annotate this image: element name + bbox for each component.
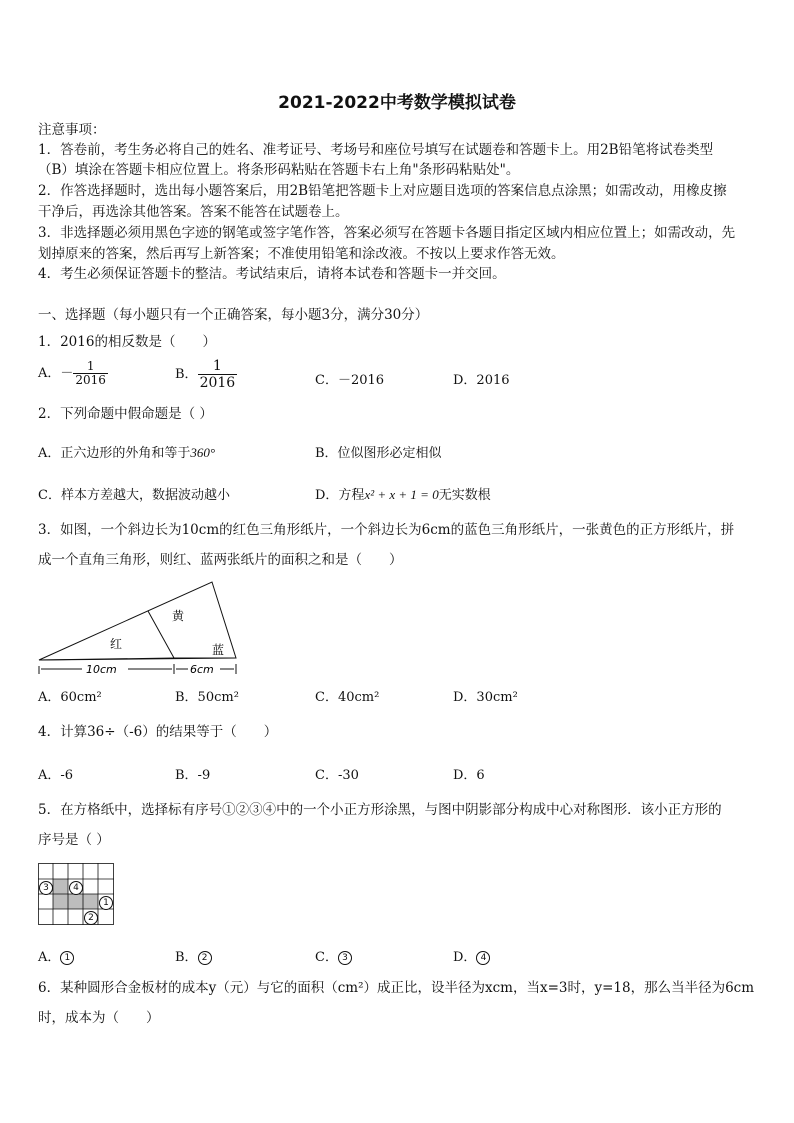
- q4-option-a: A．-6: [38, 768, 74, 783]
- q3-outer-triangle: [39, 582, 236, 660]
- notice-line-6: 划掉原来的答案，然后再写上新答案；不准使用铅笔和涂改液。不按以上要求作答无效。: [38, 246, 565, 262]
- q5-option-d: [453, 946, 490, 965]
- q3-stem-line-2: 成一个直角三角形，则红、蓝两张纸片的面积之和是（ ）: [38, 552, 403, 568]
- q1-option-b-numerator: 1: [212, 358, 222, 374]
- q2-option-b: B．位似图形必定相似: [315, 446, 442, 461]
- q1-option-a-label: A．: [38, 366, 61, 381]
- q5-marker-2: 2: [84, 911, 98, 925]
- q5-shade-cell-1: [53, 879, 68, 894]
- page-title: 2021-2022中考数学模拟试卷: [278, 93, 516, 113]
- q3-option-c: C．40cm²: [315, 690, 380, 705]
- q4-option-b: B．-9: [175, 768, 211, 783]
- q1-option-a-sign: －: [60, 366, 74, 381]
- q2-option-a: [38, 442, 215, 461]
- q3-stem-line-1: 3．如图，一个斜边长为10cm的红色三角形纸片，一个斜边长为6cm的蓝色三角形纸片，一张黄色的正方形纸片，拼: [38, 522, 735, 538]
- q6-stem-line-1: 6．某种圆形合金板材的成本y（元）与它的面积（cm²）成正比，设半径为xcm，当x=3时，y=18，那么当半径为6cm: [38, 980, 755, 996]
- q5-option-c-value: 3: [338, 951, 352, 965]
- q2-option-c: C．样本方差越大，数据波动越小: [38, 488, 230, 503]
- q1-option-a-denominator: 2016: [75, 373, 106, 387]
- q5-shade-cell-3: [83, 894, 98, 909]
- q3-length-10cm: 10cm: [86, 663, 117, 676]
- q1-option-d: D．2016: [453, 373, 510, 388]
- q2-stem: 2．下列命题中假命题是（ ）: [38, 406, 213, 422]
- q5-stem-line-2: 序号是（ ）: [38, 832, 110, 848]
- q5-option-a-value: 1: [60, 951, 74, 965]
- q5-marker-1: 1: [99, 896, 113, 910]
- notice-line-1: 1．答卷前，考生务必将自己的姓名、准考证号、考场号和座位号填写在试题卷和答题卡上。用2B铅笔将试卷类型: [38, 142, 714, 158]
- q5-grid-figure: [38, 863, 114, 925]
- q5-option-d-label: D．: [453, 950, 477, 965]
- q1-stem: 1．2016的相反数是（ ）: [38, 334, 216, 350]
- q5-option-a: [38, 946, 74, 965]
- q1-option-c: C．－2016: [315, 373, 385, 388]
- q1-option-b-label: B．: [175, 367, 198, 382]
- notice-line-4: 干净后，再选涂其他答案。答案不能答在试题卷上。: [38, 204, 349, 220]
- q5-option-b-value: 2: [198, 951, 212, 965]
- q5-stem-line-1: 5．在方格纸中，选择标有序号①②③④中的一个小正方形涂黑，与图中阴影部分构成中心对称图形．该小正方形的: [38, 802, 722, 818]
- q2-option-a-math: 360°: [190, 445, 216, 460]
- notice-line-7: 4．考生必须保证答题卡的整洁。考试结束后，请将本试卷和答题卡一并交回。: [38, 266, 506, 282]
- q6-stem-line-2: 时，成本为（ ）: [38, 1010, 160, 1026]
- q2-option-d: [315, 484, 491, 503]
- q2-option-a-text: A．正六边形的外角和等于: [38, 446, 191, 461]
- q1-option-a-numerator: 1: [86, 359, 95, 373]
- q1-option-b: [175, 358, 237, 391]
- q5-option-d-value: 4: [476, 951, 490, 965]
- q5-option-b-label: B．: [175, 950, 198, 965]
- q3-option-d: D．30cm²: [453, 690, 518, 705]
- q3-option-a: A．60cm²: [38, 690, 102, 705]
- q2-option-d-prefix: D．方程: [315, 488, 365, 503]
- q4-option-d: D．6: [453, 768, 485, 783]
- q5-option-c: [315, 946, 352, 965]
- notice-line-5: 3．非选择题必须用黑色字迹的钢笔或签字笔作答，答案必须写在答题卡各题目指定区域内相应位置上；如需改动，先: [38, 225, 736, 241]
- q1-option-a: [38, 360, 108, 387]
- q1-option-b-fraction: [198, 358, 238, 391]
- q5-option-c-label: C．: [315, 950, 338, 965]
- q4-stem: 4．计算36÷（-6）的结果等于（ ）: [38, 724, 278, 740]
- q5-marker-4: 4: [69, 881, 83, 895]
- q5-option-a-label: A．: [38, 950, 61, 965]
- q2-option-d-suffix: 无实数根: [438, 488, 491, 503]
- q3-option-b: B．50cm²: [175, 690, 239, 705]
- q2-option-d-equation: x² + x + 1 = 0: [364, 487, 439, 502]
- section-heading: 一、选择题（每小题只有一个正确答案，每小题3分，满分30分）: [38, 307, 429, 323]
- q3-triangle-figure: [36, 578, 242, 678]
- notice-line-3: 2．作答选择题时，选出每小题答案后，用2B铅笔把答题卡上对应题目选项的答案信息点涂黑；如需改动，用橡皮擦: [38, 183, 727, 199]
- q1-option-b-denominator: 2016: [199, 375, 236, 391]
- q5-marker-3: 3: [39, 881, 53, 895]
- q3-length-6cm: 6cm: [190, 663, 214, 676]
- q3-label-red: 红: [110, 637, 123, 651]
- notice-heading: 注意事项：: [38, 122, 106, 138]
- notice-line-2: （B）填涂在答题卡相应位置上。将条形码粘贴在答题卡右上角"条形码粘贴处"。: [38, 162, 520, 178]
- q3-label-yellow: 黄: [172, 609, 185, 623]
- q4-option-c: C．-30: [315, 768, 359, 783]
- q3-label-blue: 蓝: [212, 643, 225, 657]
- q5-option-b: [175, 946, 212, 965]
- q1-option-a-fraction: [73, 360, 108, 387]
